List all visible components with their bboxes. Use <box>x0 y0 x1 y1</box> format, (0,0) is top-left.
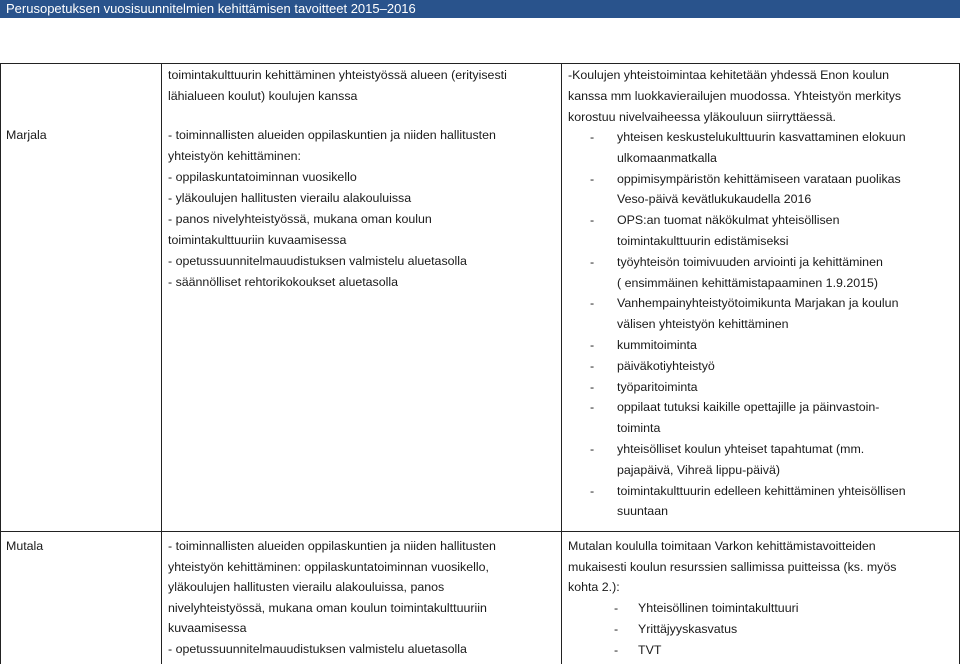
row2-middle-line: toimintakulttuuriin kuvaamisessa <box>168 233 347 247</box>
bullet-dash: - <box>590 254 595 269</box>
row2-middle-line: - yläkoulujen hallitusten vierailu alakouluissa <box>168 191 412 205</box>
list-item: - kummitoiminta <box>590 335 906 356</box>
row2-middle-line: yhteistyön kehittäminen: <box>168 149 301 163</box>
bullet-dash: - <box>590 296 595 311</box>
row3-middle-line: yläkoulujen hallitusten vierailu alakouluissa, panos <box>168 580 445 594</box>
list-item: - Yhteisöllinen toimintakulttuuri <box>614 598 798 619</box>
row2-middle-line: - toiminnallisten alueiden oppilaskuntien ja niiden hallitusten <box>168 128 496 142</box>
row1-right-line: -Koulujen yhteistoimintaa kehitetään yhdessä Enon koulun <box>568 68 889 82</box>
bullet-dash: - <box>590 337 595 352</box>
document-header: Perusopetuksen vuosisuunnitelmien kehittämisen tavoitteet 2015–2016 <box>0 0 960 18</box>
bullet-dash: - <box>590 400 595 415</box>
bullet-dash: - <box>590 130 595 144</box>
bullet-dash: - <box>614 621 619 636</box>
bullet-dash: - <box>590 213 595 228</box>
row3-middle-line: kuvaamisessa <box>168 621 247 635</box>
bullet-dash: - <box>614 601 619 615</box>
row2-middle-line: - säännölliset rehtorikokoukset aluetasolla <box>168 275 399 289</box>
row1-right-line: korostuu nivelvaiheessa yläkouluun siirryttäessä. <box>568 110 836 124</box>
list-item: - toimintakulttuurin edelleen kehittäminen yhteisöllisen suuntaan <box>590 481 906 523</box>
mutala-goals-list <box>614 598 798 660</box>
bullet-dash: - <box>590 358 595 373</box>
table-divider-2 <box>561 64 562 664</box>
list-item: - oppilaat tutuksi kaikille opettajille ja päinvastoin- toiminta <box>590 397 906 439</box>
list-item: - TVT <box>614 640 798 661</box>
marjala-goals-list <box>590 127 906 522</box>
row2-middle-line: - oppilaskuntatoiminnan vuosikello <box>168 170 357 184</box>
list-item: - Vanhempainyhteistyötoimikunta Marjakan ja koulun välisen yhteistyön kehittäminen <box>590 293 906 335</box>
row1-middle-line: toimintakulttuurin kehittäminen yhteistyössä alueen (erityisesti <box>168 68 507 82</box>
row3-middle-line: - opetussuunnitelmauudistuksen valmistelu aluetasolla <box>168 642 467 656</box>
row1-right-line: kanssa mm luokkavierailujen muodossa. Yhteistyön merkitys <box>568 89 902 103</box>
row3-middle-line: nivelyhteistyössä, mukana oman koulun toimintakulttuuriin <box>168 601 487 615</box>
row1-middle-line: lähialueen koulut) koulujen kanssa <box>168 89 358 103</box>
list-item: - työyhteisön toimivuuden arviointi ja kehittäminen ( ensimmäinen kehittämistapaaminen 1.9.2015) <box>590 252 906 294</box>
list-item: - Yrittäjyyskasvatus <box>614 619 798 640</box>
row2-middle-line: - opetussuunnitelmauudistuksen valmistelu aluetasolla <box>168 254 467 268</box>
row2-middle-line: - panos nivelyhteistyössä, mukana oman koulun <box>168 212 432 226</box>
school-name-mutala: Mutala <box>6 539 44 553</box>
list-item: - yhteisen keskustelukulttuurin kasvattaminen elokuun ulkomaanmatkalla <box>590 127 906 169</box>
bullet-dash: - <box>590 379 595 394</box>
list-item: - työparitoiminta <box>590 377 906 398</box>
list-item: - yhteisölliset koulun yhteiset tapahtumat (mm. pajapäivä, Vihreä lippu-päivä) <box>590 439 906 481</box>
row-divider <box>0 531 960 532</box>
list-item: - päiväkotiyhteistyö <box>590 356 906 377</box>
mutala-intro-line: kohta 2.): <box>568 580 620 594</box>
row3-middle-line: yhteistyön kehittäminen: oppilaskuntatoiminnan vuosikello, <box>168 560 489 574</box>
mutala-intro-line: mukaisesti koulun resurssien sallimissa puitteissa (ks. myös <box>568 560 897 574</box>
table-border-left <box>0 64 1 664</box>
bullet-dash: - <box>590 441 595 456</box>
bullet-dash: - <box>614 642 619 657</box>
bullet-dash: - <box>590 483 595 498</box>
table-divider-1 <box>161 64 162 664</box>
row3-middle-line: - toiminnallisten alueiden oppilaskuntien ja niiden hallitusten <box>168 539 496 553</box>
list-item: - oppimisympäristön kehittämiseen varataan puolikas Veso-päivä kevätlukukaudella 2016 <box>590 169 906 211</box>
bullet-dash: - <box>590 171 595 186</box>
school-name-marjala: Marjala <box>6 128 47 142</box>
list-item: - OPS:an tuomat näkökulmat yhteisöllisen toimintakulttuurin edistämiseksi <box>590 210 906 252</box>
mutala-intro-line: Mutalan koululla toimitaan Varkon kehittämistavoitteiden <box>568 539 876 553</box>
